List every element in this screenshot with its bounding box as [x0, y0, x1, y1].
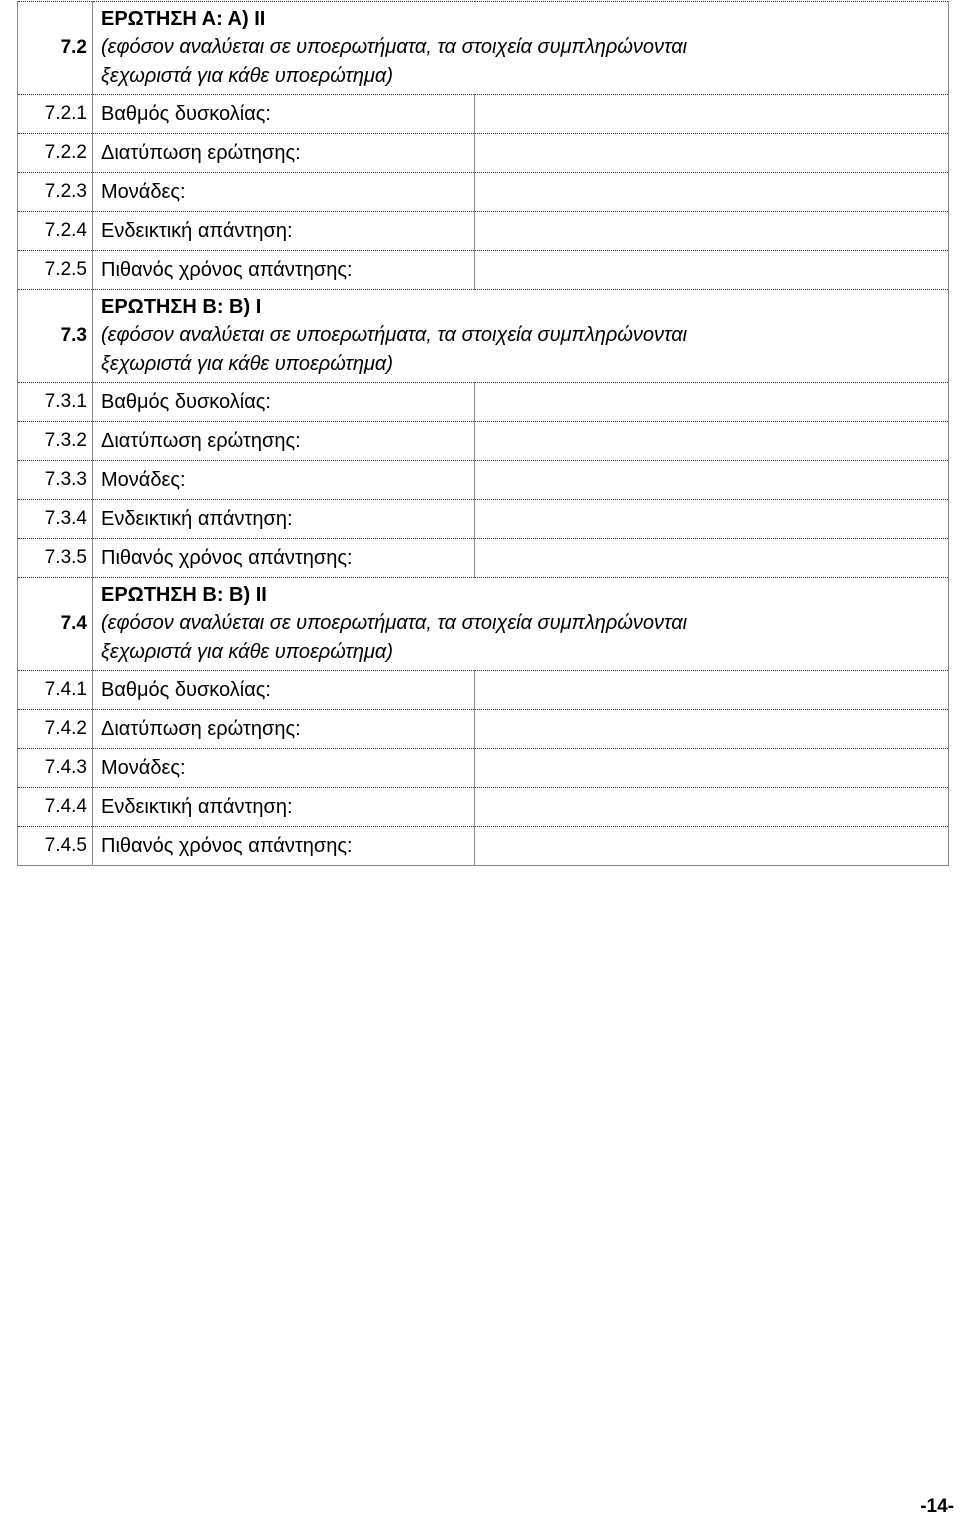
item-number: 7.2.3 [18, 173, 93, 212]
item-label: Βαθμός δυσκολίας: [93, 383, 475, 422]
table-row [18, 173, 949, 212]
item-label: Ενδεικτική απάντηση: [93, 212, 475, 251]
item-label: Διατύπωση ερώτησης: [93, 710, 475, 749]
section-header [93, 290, 949, 383]
item-number: 7.4.1 [18, 671, 93, 710]
answer-cell[interactable] [475, 383, 949, 422]
question-title: ΕΡΩΤΗΣΗ Β: Β) ΙΙ [101, 583, 267, 606]
page-number: -14- [920, 1496, 954, 1517]
answer-cell[interactable] [475, 788, 949, 827]
item-label: Πιθανός χρόνος απάντησης: [93, 827, 475, 866]
item-label: Βαθμός δυσκολίας: [93, 671, 475, 710]
section-header [93, 578, 949, 671]
answer-cell[interactable] [475, 671, 949, 710]
section-number: 7.4 [18, 578, 93, 671]
item-label: Ενδεικτική απάντηση: [93, 788, 475, 827]
answer-cell[interactable] [475, 212, 949, 251]
section-header-row [18, 290, 949, 383]
item-number: 7.2.5 [18, 251, 93, 290]
table-row [18, 827, 949, 866]
question-title: ΕΡΩΤΗΣΗ Β: Β) Ι [101, 295, 262, 318]
answer-cell[interactable] [475, 422, 949, 461]
table-row [18, 539, 949, 578]
item-label: Ενδεικτική απάντηση: [93, 500, 475, 539]
table-row [18, 95, 949, 134]
item-number: 7.4.4 [18, 788, 93, 827]
item-number: 7.3.2 [18, 422, 93, 461]
answer-cell[interactable] [475, 134, 949, 173]
section-header-row [18, 578, 949, 671]
item-number: 7.2.4 [18, 212, 93, 251]
table-row [18, 134, 949, 173]
table-row [18, 461, 949, 500]
section-header [93, 2, 949, 95]
answer-cell[interactable] [475, 251, 949, 290]
question-note-line2: ξεχωριστά για κάθε υποερώτημα) [101, 352, 393, 375]
table-row [18, 710, 949, 749]
item-number: 7.4.2 [18, 710, 93, 749]
item-label: Διατύπωση ερώτησης: [93, 422, 475, 461]
question-note-line1: (εφόσον αναλύεται σε υποερωτήματα, τα στοιχεία συμπληρώνονται [101, 35, 688, 58]
item-label: Βαθμός δυσκολίας: [93, 95, 475, 134]
question-title: ΕΡΩΤΗΣΗ Α: Α) ΙΙ [101, 7, 266, 30]
answer-cell[interactable] [475, 710, 949, 749]
answer-cell[interactable] [475, 461, 949, 500]
question-note-line1: (εφόσον αναλύεται σε υποερωτήματα, τα στοιχεία συμπληρώνονται [101, 611, 688, 634]
table-row [18, 422, 949, 461]
question-note-line2: ξεχωριστά για κάθε υποερώτημα) [101, 640, 393, 663]
question-form-table [17, 1, 949, 866]
table-row [18, 251, 949, 290]
item-number: 7.4.3 [18, 749, 93, 788]
item-label: Μονάδες: [93, 749, 475, 788]
item-number: 7.3.3 [18, 461, 93, 500]
table-row [18, 383, 949, 422]
table-row [18, 671, 949, 710]
item-number: 7.3.1 [18, 383, 93, 422]
answer-cell[interactable] [475, 173, 949, 212]
answer-cell[interactable] [475, 95, 949, 134]
section-header-row [18, 2, 949, 95]
table-row [18, 788, 949, 827]
question-note-line1: (εφόσον αναλύεται σε υποερωτήματα, τα στοιχεία συμπληρώνονται [101, 323, 688, 346]
item-label: Διατύπωση ερώτησης: [93, 134, 475, 173]
answer-cell[interactable] [475, 539, 949, 578]
question-note-line2: ξεχωριστά για κάθε υποερώτημα) [101, 64, 393, 87]
section-number: 7.3 [18, 290, 93, 383]
item-label: Μονάδες: [93, 173, 475, 212]
item-number: 7.3.4 [18, 500, 93, 539]
item-number: 7.2.1 [18, 95, 93, 134]
answer-cell[interactable] [475, 749, 949, 788]
table-row [18, 749, 949, 788]
answer-cell[interactable] [475, 827, 949, 866]
table-row [18, 500, 949, 539]
item-number: 7.2.2 [18, 134, 93, 173]
item-label: Μονάδες: [93, 461, 475, 500]
answer-cell[interactable] [475, 500, 949, 539]
item-label: Πιθανός χρόνος απάντησης: [93, 251, 475, 290]
item-label: Πιθανός χρόνος απάντησης: [93, 539, 475, 578]
item-number: 7.4.5 [18, 827, 93, 866]
item-number: 7.3.5 [18, 539, 93, 578]
table-row [18, 212, 949, 251]
section-number: 7.2 [18, 2, 93, 95]
